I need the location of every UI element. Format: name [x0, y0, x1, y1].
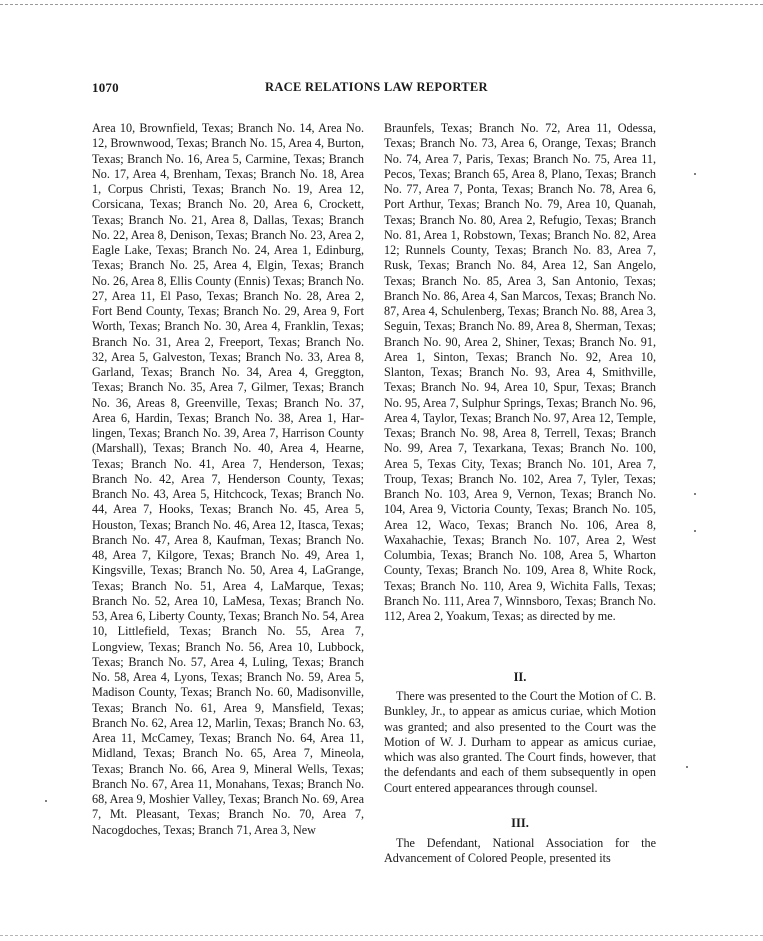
section-iii-paragraph: The Defendant, National Association for the Advancement of Colored People, presented its — [384, 836, 656, 866]
scan-speck — [686, 766, 688, 768]
scan-speck — [694, 493, 696, 495]
scan-speck — [694, 530, 696, 532]
scan-speck — [45, 800, 47, 802]
right-column — [384, 121, 656, 624]
right-column-text: Braunfels, Texas; Branch No. 72, Area 11, Odessa, Texas; Branch No. 73, Area 6, Orange, Texas; Branch No. 74, Area 7, Paris, Texas; Branch No. 75, Area 11, Pecos, Texas; Branch 65, Area 8, Plano, Texas; Branch No. 77, Area 7, Ponta, Texas; Branch No. 78, Area 6, Port Arthur, Texas; Branch No. 79, Area 10, Quanah, Texas; Branch No. 80, Area 2, Refugio, Texas; Branch No. 81, Area 1, Robstown, Texas; Branch No. 82, Area 12; Runnels County, Texas; Branch No. 83, Area 7, Rusk, Texas; Branch No. 84, Area 12, San Angelo, Texas; Branch No. 85, Area 3, San Antonio, Texas; Branch No. 86, Area 4, San Marcos, Texas; Branch No. 87, Area 4, Schulenberg, Texas; Branch No. 88, Area 3, Seguin, Texas; Branch No. 89, Area 8, Sherman, Texas; Branch No. 90, Area 2, Shiner, Texas; Branch No. 91, Area 1, Sinton, Texas; Branch No. 92, Area 10, Slanton, Texas; Branch No. 93, Area 4, Smithville, Texas; Branch No. 94, Area 10, Spur, Texas; Branch No. 95, Area 7, Sulphur Springs, Texas; Branch No. 96, Area 4, Taylor, Texas; Branch No. 97, Area 12, Temple, Texas; Branch No. 98, Area 8, Terrell, Texas; Branch No. 99, Area 7, Texarkana, Texas; Branch No. 100, Area 5, Texas City, Texas; Branch No. 101, Area 7, Troup, Texas; Branch No. 102, Area 7, Tyler, Texas; Branch No. 103, Area 9, Vernon, Texas; Branch No. 104, Area 9, Victoria County, Texas; Branch No. 105, Area 12, Waco, Texas; Branch No. 106, Area 8, Waxahachie, Texas; Branch No. 107, Area 2, West Columbia, Texas; Branch No. 108, Area 5, Wharton County, Texas; Branch No. 109, Area 8, White Rock, Texas; Branch No. 110, Area 9, Wichita Falls, Texas; Branch No. 111, Area 7, Winnsboro, Texas; Branch No. 112, Area 2, Yoakum, Texas; as directed by me. — [384, 121, 656, 623]
left-column — [92, 121, 364, 838]
running-head-title: RACE RELATIONS LAW REPORTER — [265, 80, 488, 94]
section-ii-paragraph: There was presented to the Court the Motion of C. B. Bunkley, Jr., to appear as amicus curiae, which Motion was granted; and also presented to the Court was the Motion of W. J. Durham to appear as amicus curiae, which was also granted. The Court finds, however, that the defendants and each of them subsequently in open Court entered appearances through counsel. — [384, 689, 656, 795]
section-heading-iii: III. — [511, 816, 529, 830]
left-column-text: Area 10, Brownfield, Texas; Branch No. 14, Area No. 12, Brownwood, Texas; Branch No. 15, Area 4, Burton, Texas; Branch No. 16, Area 5, Carmine, Texas; Branch No. 17, Area 4, Brenham, Texas; Branch No. 18, Area 1, Corpus Christi, Texas; Branch No. 19, Area 12, Corsicana, Texas; Branch No. 20, Area 6, Crockett, Texas; Branch No. 21, Area 8, Dallas, Texas; Branch No. 22, Area 8, Denison, Texas; Branch No. 23, Area 2, Eagle Lake, Texas; Branch No. 24, Area 1, Edinburg, Texas; Branch No. 25, Area 4, Elgin, Texas; Branch No. 26, Area 8, Ellis County (Ennis) Texas; Branch No. 27, Area 11, El Paso, Texas; Branch No. 28, Area 2, Fort Bend County, Texas; Branch No. 29, Area 9, Fort Worth, Texas; Branch No. 30, Area 4, Franklin, Texas; Branch No. 31, Area 2, Freeport, Texas; Branch No. 32, Area 5, Galveston, Texas; Branch No. 33, Area 8, Garland, Texas; Branch No. 34, Area 4, Greggton, Texas; Branch No. 35, Area 7, Gilmer, Texas; Branch No. 36, Areas 8, Greenville, Texas; Branch No. 37, Area 6, Hardin, Texas; Branch No. 38, Area 1, Harlingen, Texas; Branch No. 39, Area 7, Harrison County (Marshall), Texas; Branch No. 40, Area 4, Hearne, Texas; Branch No. 41, Area 7, Henderson, Texas; Branch No. 42, Area 7, Henderson County, Texas; Branch No. 43, Area 5, Hitchcock, Texas; Branch No. 44, Area 7, Hooks, Texas; Branch No. 45, Area 5, Houston, Texas; Branch No. 46, Area 12, Itasca, Texas; Branch No. 47, Area 8, Kaufman, Texas; Branch No. 48, Area 7, Kilgore, Texas; Branch No. 49, Area 1, Kingsville, Texas; Branch No. 50, Area 4, LaGrange, Texas; Branch No. 51, Area 4, LaMarque, Texas; Branch No. 52, Area 10, LaMesa, Texas; Branch No. 53, Area 6, Liberty County, Texas; Branch No. 54, Area 10, Littlefield, Texas; Branch No. 55, Area 7, Longview, Texas; Branch No. 56, Area 10, Lubbock, Texas; Branch No. 57, Area 4, Luling, Texas; Branch No. 58, Area 4, Lyons, Texas; Branch No. 59, Area 5, Madison County, Texas; Branch No. 60, Madisonville, Texas; Branch No. 61, Area 9, Mansfield, Texas; Branch No. 62, Area 12, Marlin, Texas; Branch No. 63, Area 11, McCamey, Texas; Branch No. 64, Area 11, Midland, Texas; Branch No. 65, Area 7, Mineola, Texas; Branch No. 66, Area 9, Mineral Wells, Texas; Branch No. 67, Area 11, Monahans, Texas; Branch No. 68, Area 9, Moshier Valley, Texas; Branch No. 69, Area 7, Mt. Pleasant, Texas; Branch No. 70, Area 7, Nacogdoches, Texas; Branch 71, Area 3, New — [92, 121, 364, 837]
top-page-edge — [0, 4, 763, 5]
page-number: 1070 — [92, 80, 119, 95]
bottom-page-edge — [0, 935, 763, 936]
section-heading-ii: II. — [513, 670, 527, 684]
scan-speck — [694, 173, 696, 175]
